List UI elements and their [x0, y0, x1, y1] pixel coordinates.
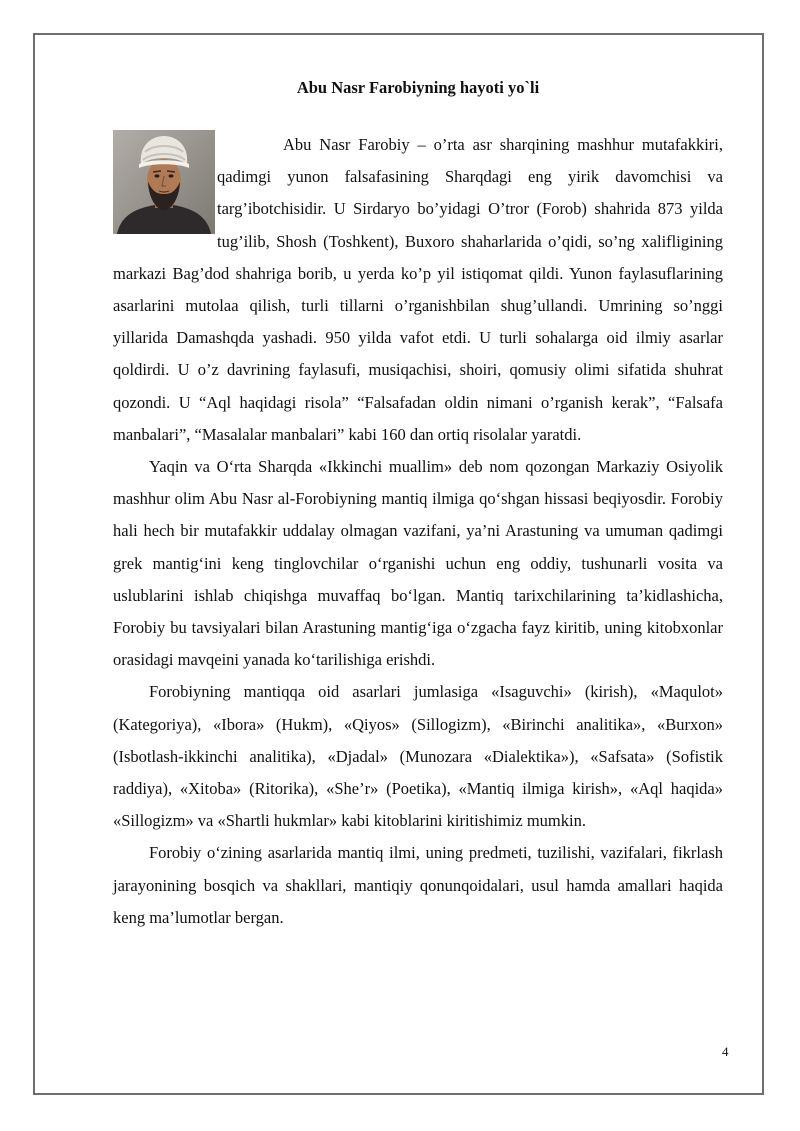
paragraph-logic-contribution: Yaqin va O‘rta Sharqda «Ikkinchi muallim» deb nom qozongan Markaziy Osiyolik mashhur olim Abu Nasr al-Forobiyning mantiq ilmiga qo‘shgan hissasi beqiyosdir. Forobiy hali hech bir mutafakkir uddalay olmagan vazifani, ya’ni Arastuning va umuman qadimgi grek mantig‘ini keng tinglovchilar o‘rganishi uchun eng oddiy, tushunarli vosita va uslublarini ishlab chiqishga muvaffaq bo‘lgan. Mantiq tarixchilarining ta’kidlashicha, Forobiy bu tavsiyalari bilan Arastuning mantig‘iga o‘zgacha fayz kiritib, uning kitobxonlar orasidagi mavqeini yanada ko‘tarilishiga erishdi.: [113, 457, 723, 670]
paragraph-biography: Abu Nasr Farobiy – o’rta asr sharqining mashhur mutafakkiri, qadimgi yunon falsafasining Sharqdagi eng yirik davomchisi va targ’ibotchisidir. U Sirdaryo bo’yidagi O’tror (Forob) shahrida 873 yilda tug’ilib, Shosh (Toshkent), Buxoro shaharlarida o’qidi, so’ng xalifligining markazi Bag’dod shahriga borib, u yerda ko’p yil istiqomat qildi. Yunon faylasuflarining asarlarini mutolaa qilish, turli tillarni o’rganishbilan shug’ullandi. Umrining so’nggi yillarida Damashqda yashadi. 950 yilda vafot etdi. U turli sohalarga oid ilmiy asarlar qoldirdi. U o’z davrining faylasufi, musiqachisi, shoiri, qomusiy olimi sifatida shuhrat qozondi. U “Aql haqidagi risola” “Falsafadan oldin nimani o’rganish kerak”, “Falsafa manbalari”, “Masalalar manbalari” kabi 160 dan ortiq risolalar yaratdi.: [113, 135, 723, 444]
page-number: 4: [722, 1044, 729, 1059]
paragraph-logic-topics: Forobiy o‘zining asarlarida mantiq ilmi, uning predmeti, tuzilishi, vazifalari, fikrlash jarayonining bosqich va shakllari, mantiqiy qonunqoidalari, usul hamda amallari haqida keng ma’lumotlar bergan.: [113, 843, 723, 927]
document-body: [113, 73, 723, 934]
portrait-photo-icon: [113, 130, 215, 234]
portrait-photo: [113, 130, 215, 234]
paragraph-logic-works: Forobiyning mantiqqa oid asarlari jumlasiga «Isaguvchi» (kirish), «Maqulot» (Kategoriya), «Ibora» (Hukm), «Qiyos» (Sillogizm), «Birinchi analitika», «Burxon» (Isbotlash-ikkinchi analitika), «Djadal» (Munozara «Dialektika»), «Safsata» (Sofistik raddiya), «Xitoba» (Ritorika), «She’r» (Poetika), «Mantiq ilmiga kirish», «Aql haqida» «Sillogizm» va «Shartli hukmlar» kabi kitoblarini kiritishimiz mumkin.: [113, 682, 723, 831]
page-title: Abu Nasr Farobiyning hayoti yo`li: [296, 78, 540, 97]
